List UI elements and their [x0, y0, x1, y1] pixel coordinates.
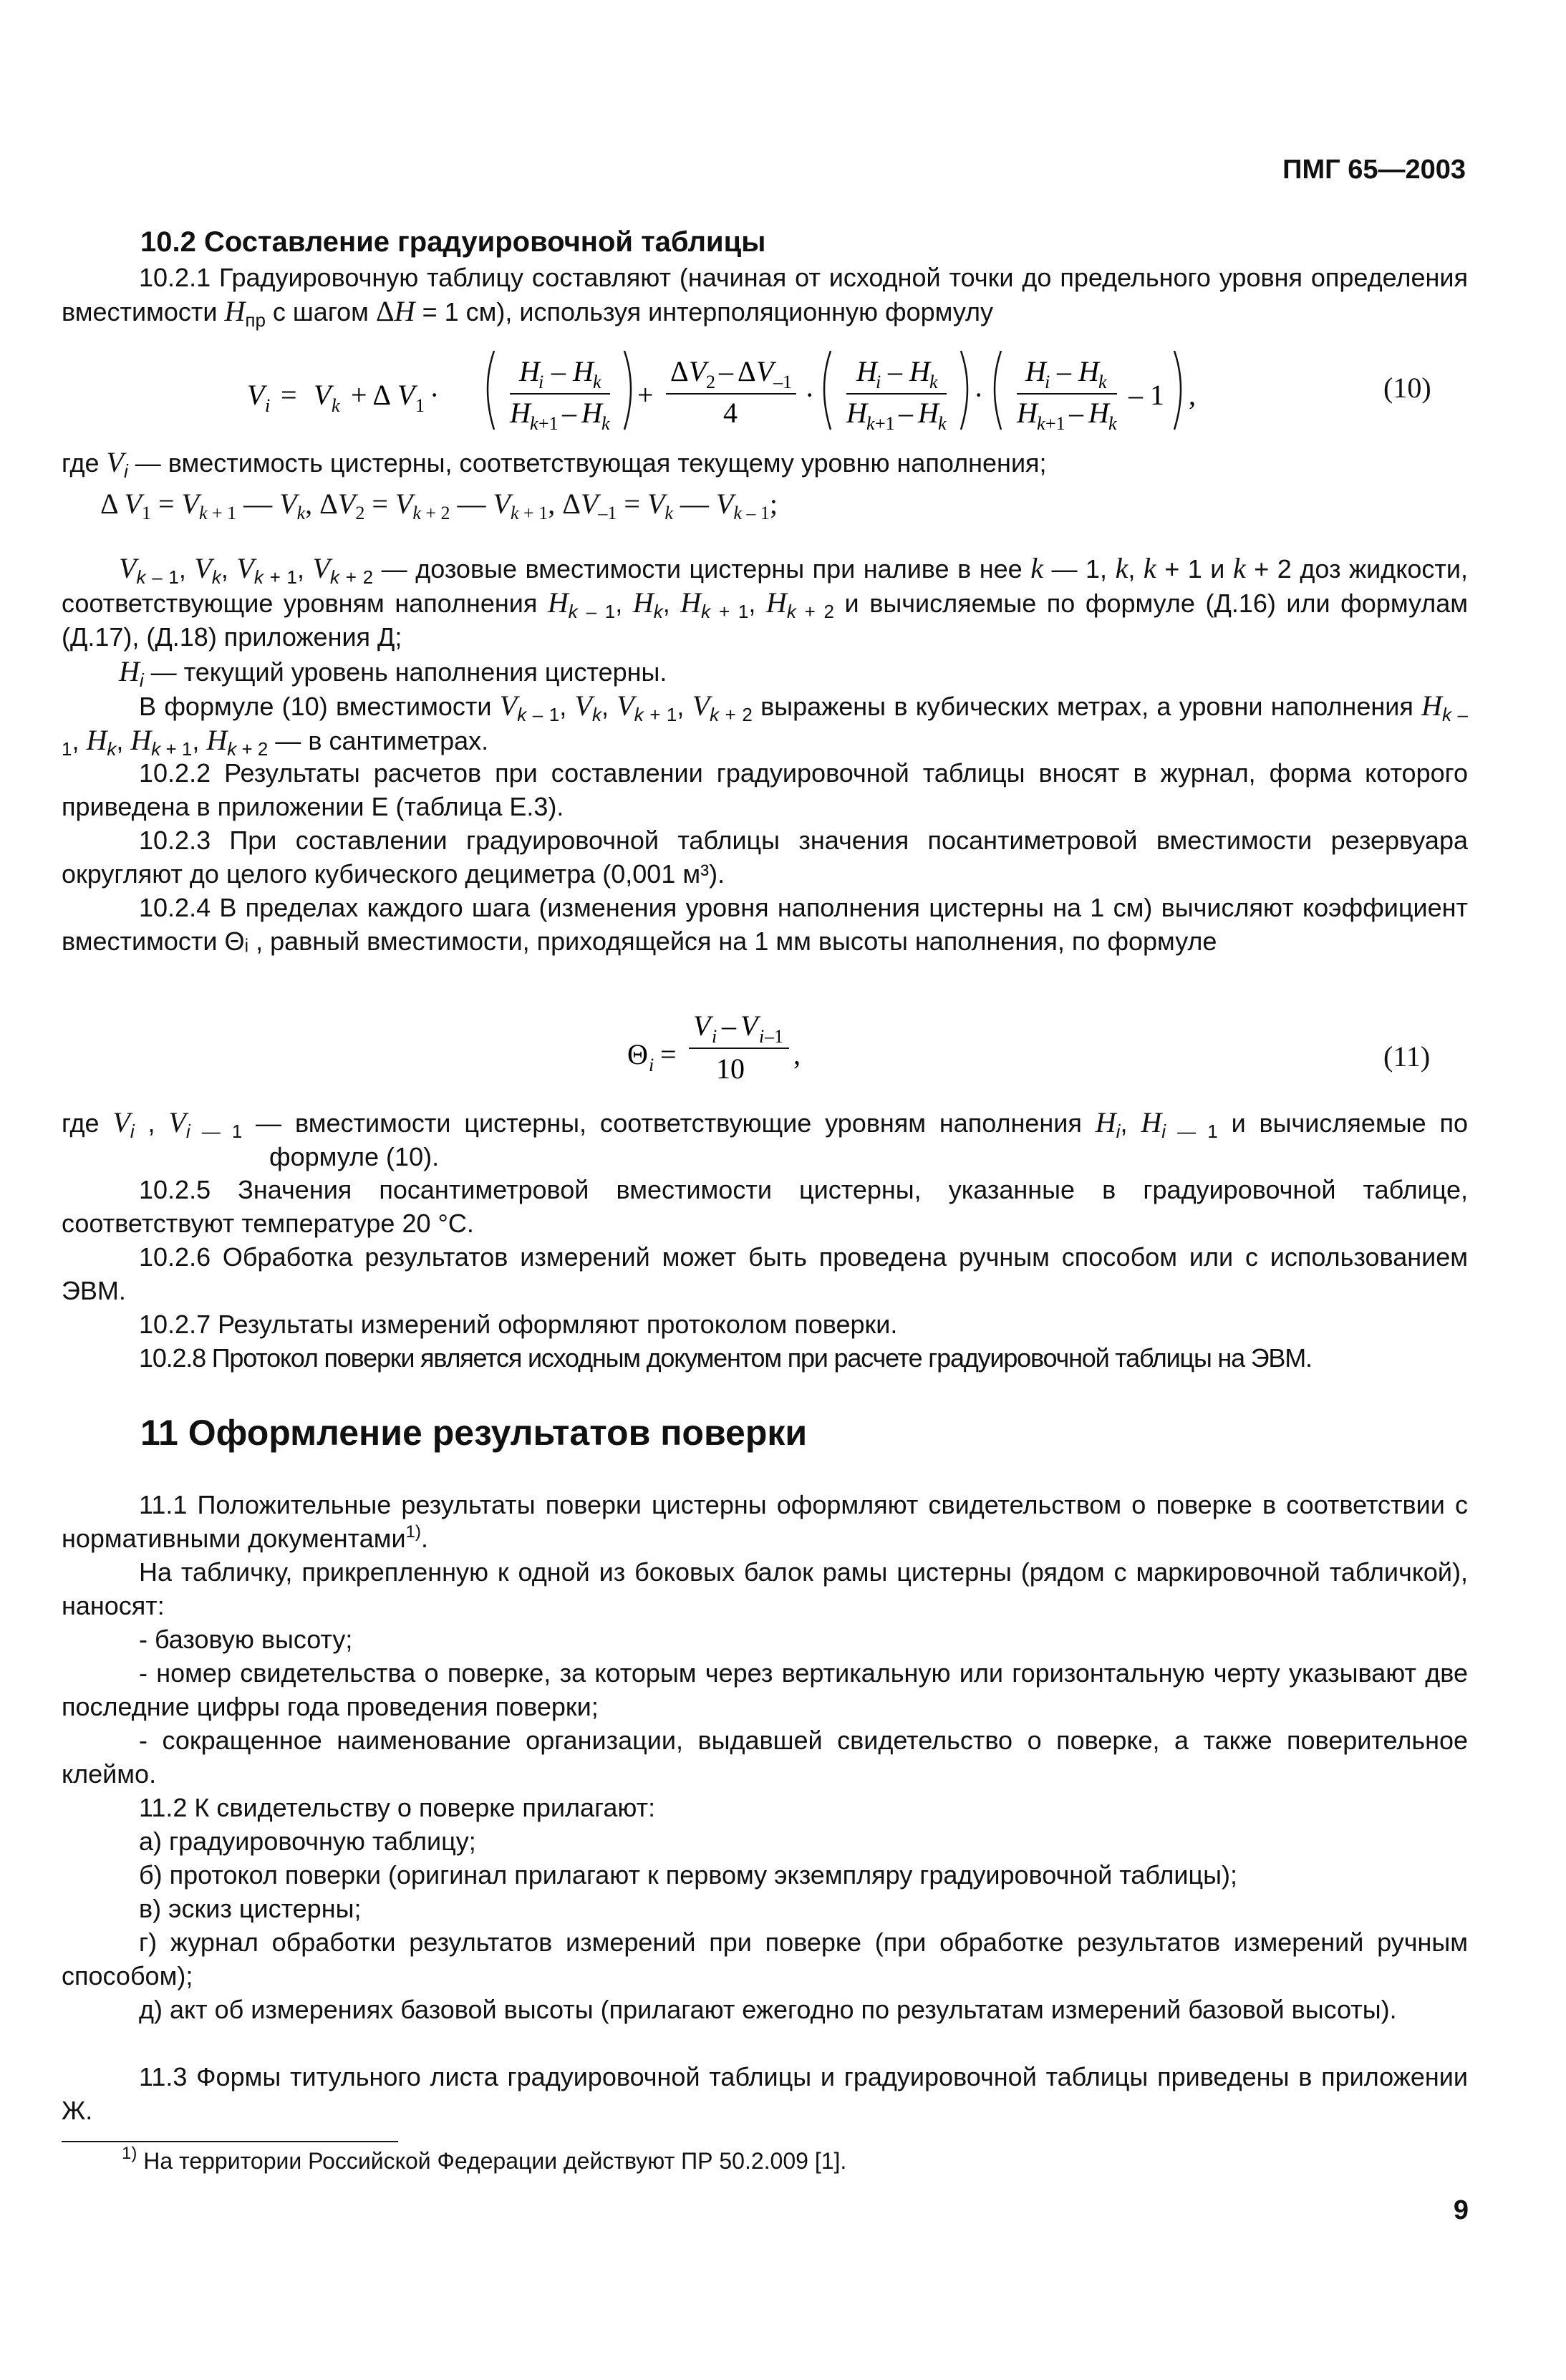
svg-text:V: V: [314, 379, 332, 411]
paragraph-10-2-6: 10.2.6 Обработка результатов измерений может быть проведена ручным способом или с использованием ЭВМ.: [62, 1242, 1468, 1305]
svg-text:+1: +1: [538, 413, 559, 434]
list-item-v: в) эскиз цистерны;: [139, 1894, 362, 1923]
formula-11-number: (11): [1383, 1040, 1431, 1073]
footnote-ref: 1): [405, 1522, 421, 1542]
paragraph-where-vi-vi1: где $V_i$ , $V_{i — 1}$ — вместимости цистерны, соответствующие уровням наполнения $H_i$, $H_{i — 1}$ и вычисляемые по формуле (10).: [62, 1106, 1468, 1171]
svg-text:+: +: [637, 379, 654, 411]
svg-text:H: H: [581, 397, 602, 429]
svg-text:k: k: [1098, 372, 1107, 392]
formula-10-graphic: [0, 337, 1566, 444]
svg-text:·: ·: [974, 379, 984, 411]
svg-text:H: H: [573, 355, 594, 387]
list-item-base-height: - базовую высоту;: [139, 1625, 353, 1654]
svg-text:H: H: [519, 355, 540, 387]
svg-text:k: k: [332, 395, 340, 416]
svg-text:V: V: [247, 379, 265, 411]
svg-text:·: ·: [430, 379, 440, 411]
svg-text:–: –: [722, 1010, 736, 1042]
svg-text:V: V: [740, 1010, 758, 1042]
svg-text:k: k: [866, 413, 875, 434]
svg-text:i: i: [649, 1055, 654, 1075]
svg-text:–: –: [888, 355, 902, 387]
list-item-certificate-number: - номер свидетельства о поверке, за которым через вертикальную или горизонтальную черту указывают две последние цифры года проведения поверки;: [62, 1658, 1468, 1721]
svg-text:–: –: [562, 397, 576, 429]
svg-text:i: i: [538, 372, 544, 392]
svg-text:V: V: [689, 355, 707, 387]
svg-text:=: =: [281, 379, 297, 411]
svg-text:k: k: [593, 372, 601, 392]
svg-text:k: k: [601, 413, 610, 434]
svg-text:V: V: [397, 379, 415, 411]
svg-text:H: H: [1025, 355, 1046, 387]
paragraph-doses: $V_{k - 1}$, $V_k$, $V_{k + 1}$, $V_{k + 2}$ — дозовые вместимости цистерны при наливе в нее k — 1, k, k + 1 и k + 2 доз жидкости, соответствующие уровням наполнения $H_{k - 1}$, $H_k$, $H_{k + 1}$, $H_{k + 2}$ и вычисляемые по формуле (Д.16) или формулам (Д.17), (Д.18) приложения Д;: [62, 552, 1468, 652]
formula-11: [0, 1010, 1566, 1099]
svg-text:k: k: [938, 413, 947, 434]
svg-text:=: =: [660, 1038, 677, 1070]
svg-text:+1: +1: [1045, 413, 1065, 434]
svg-text:i: i: [1045, 372, 1050, 392]
list-item-a: а) градуировочную таблицу;: [139, 1827, 476, 1856]
paragraph-11-2: 11.2 К свидетельству о поверке прилагают:: [139, 1793, 656, 1822]
svg-text:H: H: [856, 355, 877, 387]
svg-text:–1: –1: [765, 1026, 783, 1047]
formula-10-number: (10): [1383, 372, 1431, 404]
footnote: [122, 2144, 847, 2175]
svg-text:Δ: Δ: [670, 355, 689, 387]
paragraph-10-2-5: 10.2.5 Значения посантиметровой вместимости цистерны, указанные в градуировочной таблице, соответствуют температуре 20 °С.: [62, 1175, 1468, 1238]
svg-text:i: i: [712, 1026, 717, 1047]
svg-text:k: k: [929, 372, 938, 392]
paragraph-hi: $H_i$ — текущий уровень наполнения цистерны.: [119, 655, 667, 691]
svg-text:– 1: – 1: [1128, 379, 1164, 411]
list-item-d: д) акт об измерениях базовой высоты (прилагают ежегодно по результатам измерений базовой высоты).: [139, 1995, 1397, 2024]
paragraph-10-2-2: 10.2.2 Результаты расчетов при составлении градуировочной таблицы вносят в журнал, форма которого приведена в приложении Е (таблица Е.3).: [62, 758, 1468, 821]
svg-text:H: H: [1088, 397, 1109, 429]
footnote-mark: 1): [122, 2144, 137, 2163]
svg-text:i: i: [265, 395, 271, 416]
page-number: 9: [1453, 2195, 1469, 2225]
svg-text:H: H: [918, 397, 939, 429]
paragraph-10-2-8: 10.2.8 Протокол поверки является исходным документом при расчете градуировочной таблицы на ЭВМ.: [139, 1343, 1312, 1373]
svg-text:k: k: [1037, 413, 1045, 434]
paragraph-units: В формуле (10) вместимости $V_{k - 1}$, $V_k$, $V_{k + 1}$, $V_{k + 2}$ выражены в кубических метрах, а уровни наполнения $H_{k - 1}$, $H_k$, $H_{k + 1}$, $H_{k + 2}$ — в сантиметрах.: [62, 690, 1469, 760]
svg-text:+ Δ: + Δ: [351, 379, 392, 411]
svg-text:1: 1: [415, 395, 425, 416]
formula-10: [0, 337, 1566, 448]
svg-text:H: H: [846, 397, 867, 429]
paragraph-where-vi: где $V_i$ — вместимость цистерны, соответствующая текущему уровню наполнения;: [62, 446, 1047, 482]
svg-text:+1: +1: [875, 413, 895, 434]
delta-definitions: Δ $V_1 = V_{k + 1}$ — $V_k$, $\Delta V_2 = V_{k + 2}$ — $V_{k + 1}$, $\Delta V_{-1} = V_k$ — $V_{k - 1}$;: [100, 488, 778, 523]
svg-text:i: i: [759, 1026, 765, 1047]
svg-text:i: i: [876, 372, 881, 392]
paragraph-11-plate: На табличку, прикрепленную к одной из боковых балок рамы цистерны (рядом с маркировочной табличкой), наносят:: [62, 1557, 1468, 1620]
svg-text:Δ: Δ: [738, 355, 756, 387]
svg-text:H: H: [1017, 397, 1038, 429]
list-item-g: г) журнал обработки результатов измерений при поверке (при обработке результатов измерений ручным способом);: [62, 1927, 1468, 1990]
svg-text:·: ·: [805, 379, 815, 411]
svg-text:10: 10: [716, 1053, 745, 1085]
paragraph-11-1: 11.1 Положительные результаты поверки цистерны оформляют свидетельством о поверке в соответствии с нормативными документами$^{1)}$.: [62, 1490, 1468, 1553]
section-heading-10-2: 10.2 Составление градуировочной таблицы: [140, 226, 766, 258]
svg-text:–: –: [1057, 355, 1071, 387]
svg-text:–: –: [719, 355, 733, 387]
paragraph-10-2-1: 10.2.1 Градуировочную таблицу составляют (начиная от исходной точки до предельного уровня определения вместимости $H_{пр}$ с шагом ΔH = 1 см), используя интерполяционную формулу: [62, 263, 1468, 331]
list-item-organization: - сокращенное наименование организации, выдавшей свидетельство о поверке, а также поверительное клеймо.: [62, 1726, 1468, 1789]
section-heading-11: 11 Оформление результатов поверки: [140, 1413, 808, 1453]
svg-text:–: –: [1069, 397, 1083, 429]
svg-text:Θ: Θ: [627, 1038, 648, 1070]
paragraph-11-3: 11.3 Формы титульного листа градуировочной таблицы и градуировочной таблицы приведены в приложении Ж.: [62, 2062, 1468, 2125]
svg-text:–: –: [551, 355, 566, 387]
svg-text:H: H: [1078, 355, 1099, 387]
svg-text:V: V: [756, 355, 774, 387]
footnote-divider: [62, 2141, 398, 2142]
svg-text:,: ,: [793, 1038, 801, 1070]
svg-text:H: H: [510, 397, 531, 429]
svg-text:,: ,: [1189, 379, 1196, 411]
paragraph-10-2-7: 10.2.7 Результаты измерений оформляют протоколом поверки.: [139, 1310, 898, 1339]
svg-text:k: k: [530, 413, 538, 434]
svg-text:–1: –1: [773, 372, 792, 392]
svg-text:H: H: [909, 355, 930, 387]
document-code: ПМГ 65—2003: [1282, 155, 1466, 185]
footnote-text: На территории Российской Федерации действуют ПР 50.2.009 [1].: [137, 2148, 847, 2174]
paragraph-10-2-4: 10.2.4 В пределах каждого шага (изменения уровня наполнения цистерны на 1 см) вычисляют коэффициент вместимости Θᵢ , равный вместимости, приходящейся на 1 мм высоты наполнения, по формуле: [62, 893, 1468, 956]
svg-text:k: k: [1108, 413, 1117, 434]
formula-11-graphic: [0, 1010, 1566, 1095]
svg-text:–: –: [899, 397, 913, 429]
paragraph-10-2-3: 10.2.3 При составлении градуировочной таблицы значения посантиметровой вместимости резервуара округляют до целого кубического дециметра (0,001 м³).: [62, 826, 1468, 889]
svg-text:4: 4: [723, 397, 738, 429]
svg-text:2: 2: [706, 372, 715, 392]
list-item-b: б) протокол поверки (оригинал прилагают к первому экземпляру градуировочной таблицы);: [139, 1860, 1237, 1890]
svg-text:V: V: [693, 1010, 711, 1042]
